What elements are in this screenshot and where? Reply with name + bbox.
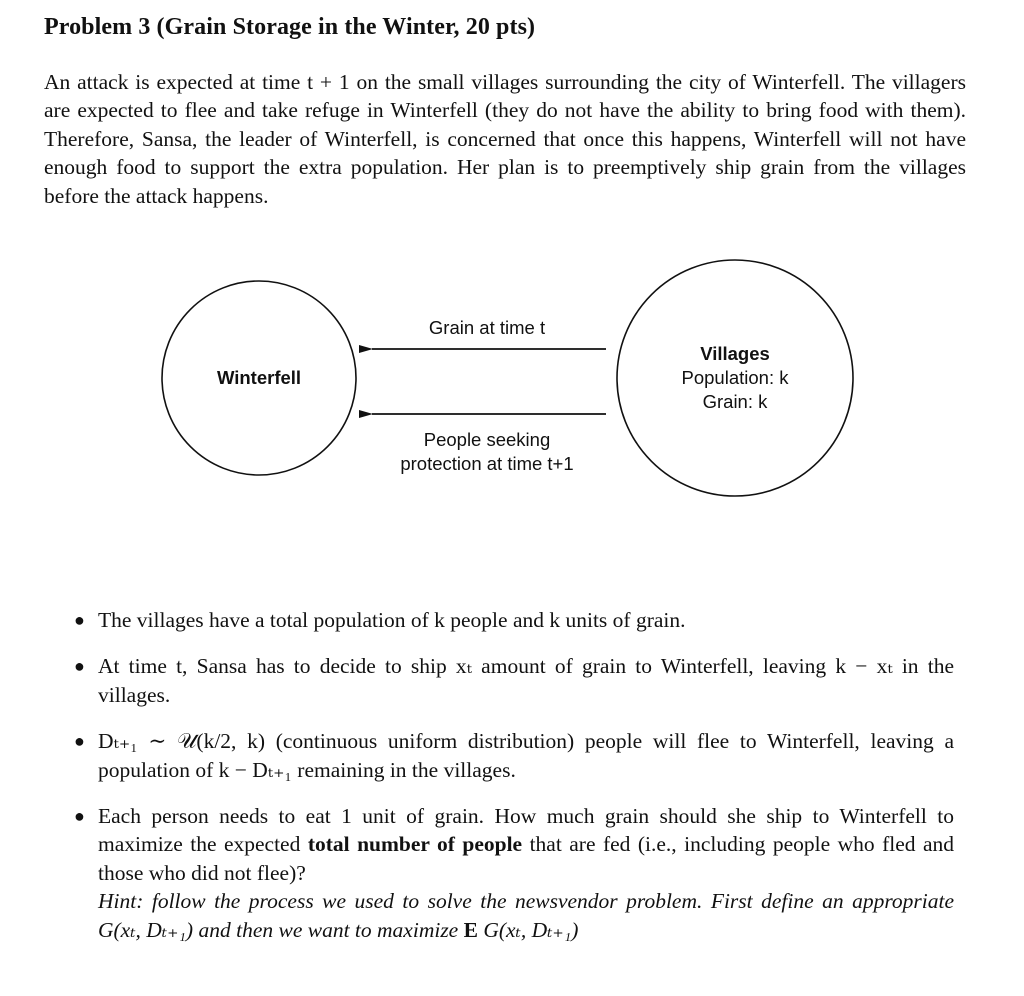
- bullet-demand: [74, 727, 954, 784]
- bullet-dot-icon: ●: [74, 806, 85, 827]
- question-emphasis: total number of people: [307, 832, 523, 857]
- hint-text-end: G(xₜ, Dₜ₊₁): [477, 917, 579, 942]
- problem-title: Problem 3 (Grain Storage in the Winter, 20 pts): [44, 14, 536, 40]
- hint-expectation-symbol: E: [463, 917, 478, 942]
- bullet-dot-icon: ●: [74, 656, 85, 677]
- bullet-demand-text: Dₜ₊₁ ∼ 𝒰(k/2, k) (continuous uniform distribution) people will flee to Winterfell, leaving a population of k − Dₜ₊₁ remaining in the villages.: [98, 729, 954, 782]
- villages-title: Villages: [700, 343, 770, 364]
- villages-grain: Grain: k: [702, 391, 768, 412]
- bullet-dot-icon: ●: [74, 731, 85, 752]
- diagram-graphics: [0, 250, 1024, 580]
- bullet-population-text: The villages have a total population of k people and k units of grain.: [98, 608, 686, 632]
- bullet-shipment-text: At time t, Sansa has to decide to ship xₜ amount of grain to Winterfell, leaving k − xₜ in the villages.: [98, 654, 954, 707]
- hint-text: [98, 887, 954, 944]
- assumption-list: [74, 606, 954, 962]
- bullet-question: [74, 802, 954, 944]
- bullet-population: [74, 606, 954, 634]
- problem-intro: An attack is expected at time t + 1 on the small villages surrounding the city of Winterfell. The villagers are expected to flee and take refuge in Winterfell (they do not have the ability to bring food with them). Therefore, Sansa, the leader of Winterfell, is concerned that once this happens, Winterfell will not have enough food to support the extra population. Her plan is to preemptively ship grain from the villages before the attack happens.: [44, 70, 966, 208]
- bullet-dot-icon: ●: [74, 610, 85, 630]
- winterfell-label: Winterfell: [216, 367, 302, 388]
- bullet-shipment: [74, 652, 954, 709]
- grain-arrow-label: Grain at time t: [428, 317, 546, 338]
- question-text-start: Each person needs to eat 1 unit of grain. How much grain should she ship to Winterfell to maximize the expected: [98, 804, 954, 857]
- villages-population: Population: k: [681, 367, 789, 388]
- people-arrow-label-line2: protection at time t+1: [400, 453, 574, 474]
- hint-text-start: Hint: follow the process we used to solve the newsvendor problem. First define an appropriate G(xₜ, Dₜ₊₁) and then we want to maximize: [98, 889, 954, 942]
- people-arrow-label-line1: People seeking: [423, 429, 551, 450]
- question-text-end: that are fed (i.e., including people who fled and those who did not flee)?: [98, 832, 954, 885]
- flow-diagram: [0, 250, 1024, 580]
